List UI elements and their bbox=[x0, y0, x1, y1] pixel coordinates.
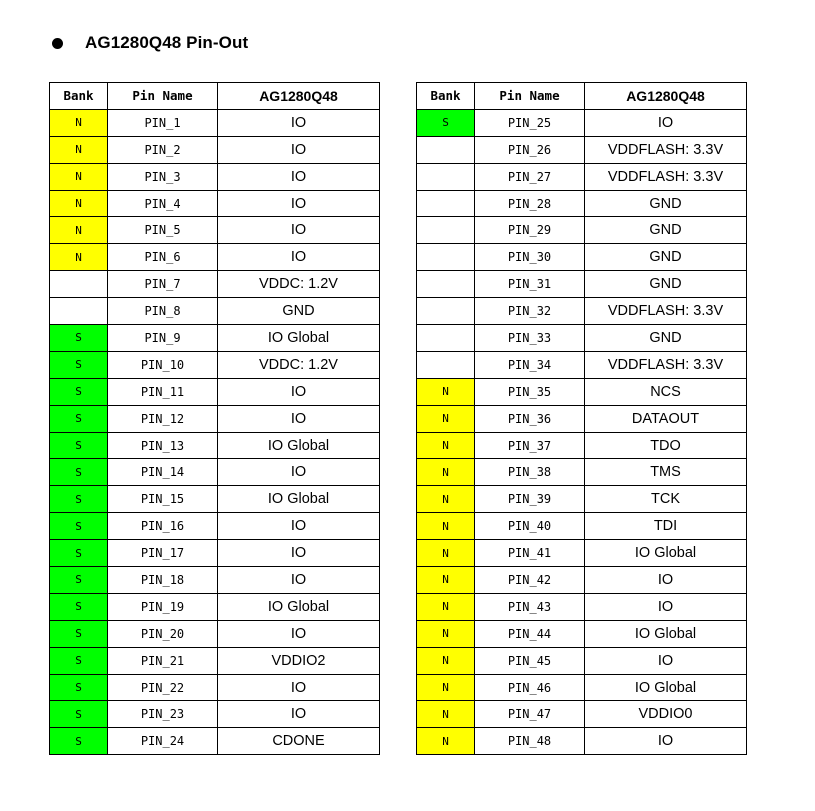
table-header-row bbox=[417, 83, 747, 110]
pin-name-cell: PIN_28 bbox=[475, 190, 585, 217]
table-row bbox=[417, 540, 747, 567]
table-row bbox=[50, 432, 380, 459]
pin-name-cell: PIN_33 bbox=[475, 325, 585, 352]
table-row bbox=[417, 351, 747, 378]
pin-function-cell: GND bbox=[218, 298, 380, 325]
pin-name-cell: PIN_2 bbox=[108, 136, 218, 163]
bank-cell: N bbox=[417, 647, 475, 674]
bank-cell: S bbox=[50, 325, 108, 352]
table-row bbox=[50, 459, 380, 486]
pin-name-cell: PIN_3 bbox=[108, 163, 218, 190]
pin-function-cell: IO bbox=[218, 244, 380, 271]
table-row bbox=[417, 593, 747, 620]
table-row bbox=[417, 728, 747, 755]
bank-cell: S bbox=[50, 674, 108, 701]
pin-function-cell: IO bbox=[218, 163, 380, 190]
bank-cell: S bbox=[50, 701, 108, 728]
pin-name-cell: PIN_22 bbox=[108, 674, 218, 701]
pin-function-cell: IO bbox=[218, 567, 380, 594]
pin-name-cell: PIN_9 bbox=[108, 325, 218, 352]
pin-function-cell: IO bbox=[218, 513, 380, 540]
table-row bbox=[50, 378, 380, 405]
table-header-row bbox=[50, 83, 380, 110]
pin-function-cell: NCS bbox=[585, 378, 747, 405]
page-title: AG1280Q48 Pin-Out bbox=[85, 33, 249, 52]
bank-cell: N bbox=[417, 486, 475, 513]
pin-name-cell: PIN_8 bbox=[108, 298, 218, 325]
pin-name-cell: PIN_48 bbox=[475, 728, 585, 755]
bank-cell: N bbox=[417, 432, 475, 459]
pin-function-cell: IO Global bbox=[585, 674, 747, 701]
pin-name-cell: PIN_26 bbox=[475, 136, 585, 163]
pin-function-cell: VDDFLASH: 3.3V bbox=[585, 351, 747, 378]
table-row bbox=[417, 513, 747, 540]
pin-name-cell: PIN_6 bbox=[108, 244, 218, 271]
pin-function-cell: IO Global bbox=[585, 540, 747, 567]
table-row bbox=[417, 298, 747, 325]
pin-function-cell: IO Global bbox=[218, 432, 380, 459]
pin-name-cell: PIN_41 bbox=[475, 540, 585, 567]
device-column-header: AG1280Q48 bbox=[218, 83, 380, 110]
pin-name-cell: PIN_36 bbox=[475, 405, 585, 432]
pin-name-cell: PIN_23 bbox=[108, 701, 218, 728]
table-row bbox=[50, 513, 380, 540]
table-row bbox=[50, 136, 380, 163]
table-row bbox=[50, 190, 380, 217]
bank-cell: S bbox=[50, 593, 108, 620]
bank-cell: N bbox=[417, 567, 475, 594]
table-row bbox=[417, 109, 747, 136]
pin-name-cell: PIN_12 bbox=[108, 405, 218, 432]
pin-name-cell: PIN_45 bbox=[475, 647, 585, 674]
table-row bbox=[417, 217, 747, 244]
pin-function-cell: IO bbox=[218, 378, 380, 405]
bank-cell: N bbox=[417, 405, 475, 432]
bank-cell: S bbox=[417, 109, 475, 136]
table-row bbox=[417, 486, 747, 513]
bank-cell: N bbox=[417, 459, 475, 486]
pin-name-cell: PIN_37 bbox=[475, 432, 585, 459]
pin-name-cell: PIN_30 bbox=[475, 244, 585, 271]
pin-name-cell: PIN_35 bbox=[475, 378, 585, 405]
pin-name-cell: PIN_21 bbox=[108, 647, 218, 674]
pinout-table-left bbox=[49, 82, 380, 755]
pin-name-cell: PIN_34 bbox=[475, 351, 585, 378]
bank-cell: N bbox=[50, 190, 108, 217]
table-row bbox=[50, 674, 380, 701]
pin-function-cell: GND bbox=[585, 271, 747, 298]
bank-cell: S bbox=[50, 459, 108, 486]
pin-name-cell: PIN_10 bbox=[108, 351, 218, 378]
table-row bbox=[50, 701, 380, 728]
table-row bbox=[50, 540, 380, 567]
table-row bbox=[417, 432, 747, 459]
pin-function-cell: VDDFLASH: 3.3V bbox=[585, 163, 747, 190]
bank-cell: N bbox=[417, 620, 475, 647]
table-row bbox=[50, 620, 380, 647]
pin-function-cell: IO bbox=[218, 405, 380, 432]
table-row bbox=[50, 217, 380, 244]
bank-cell bbox=[50, 271, 108, 298]
table-row bbox=[50, 351, 380, 378]
bank-cell: N bbox=[50, 217, 108, 244]
bank-cell bbox=[50, 298, 108, 325]
table-row bbox=[417, 567, 747, 594]
table-row bbox=[417, 190, 747, 217]
pin-function-cell: IO bbox=[218, 217, 380, 244]
pin-function-cell: TCK bbox=[585, 486, 747, 513]
pin-function-cell: IO bbox=[218, 109, 380, 136]
pin-name-cell: PIN_14 bbox=[108, 459, 218, 486]
bank-cell: N bbox=[417, 728, 475, 755]
table-row bbox=[50, 728, 380, 755]
pin-function-cell: VDDFLASH: 3.3V bbox=[585, 298, 747, 325]
bank-cell bbox=[417, 271, 475, 298]
table-row bbox=[417, 325, 747, 352]
table-row bbox=[50, 647, 380, 674]
pin-function-cell: IO bbox=[585, 593, 747, 620]
table-row bbox=[50, 244, 380, 271]
table-row bbox=[50, 298, 380, 325]
pin-name-cell: PIN_32 bbox=[475, 298, 585, 325]
table-row bbox=[417, 271, 747, 298]
pin-name-cell: PIN_40 bbox=[475, 513, 585, 540]
bank-cell: N bbox=[417, 593, 475, 620]
pin-name-cell: PIN_46 bbox=[475, 674, 585, 701]
bank-cell bbox=[417, 325, 475, 352]
pin-function-cell: IO bbox=[585, 567, 747, 594]
bank-cell: N bbox=[417, 674, 475, 701]
pin-function-cell: IO bbox=[585, 109, 747, 136]
device-column-header: AG1280Q48 bbox=[585, 83, 747, 110]
pin-name-cell: PIN_42 bbox=[475, 567, 585, 594]
table-row bbox=[417, 647, 747, 674]
bank-column-header: Bank bbox=[50, 83, 108, 110]
pin-name-cell: PIN_13 bbox=[108, 432, 218, 459]
bank-cell: S bbox=[50, 405, 108, 432]
pin-name-cell: PIN_38 bbox=[475, 459, 585, 486]
table-row bbox=[50, 163, 380, 190]
bank-cell: N bbox=[417, 540, 475, 567]
pin-function-cell: GND bbox=[585, 325, 747, 352]
pin-name-cell: PIN_24 bbox=[108, 728, 218, 755]
bank-cell: S bbox=[50, 728, 108, 755]
pin-function-cell: GND bbox=[585, 217, 747, 244]
table-row bbox=[417, 405, 747, 432]
bank-cell: S bbox=[50, 567, 108, 594]
pin-name-cell: PIN_4 bbox=[108, 190, 218, 217]
bank-cell: N bbox=[50, 109, 108, 136]
table-row bbox=[417, 378, 747, 405]
pin-function-cell: VDDIO2 bbox=[218, 647, 380, 674]
bank-cell bbox=[417, 351, 475, 378]
bank-cell: S bbox=[50, 647, 108, 674]
bank-cell: N bbox=[50, 163, 108, 190]
pin-function-cell: TMS bbox=[585, 459, 747, 486]
bank-cell bbox=[417, 298, 475, 325]
table-row bbox=[50, 567, 380, 594]
pin-function-cell: IO bbox=[218, 620, 380, 647]
document-heading bbox=[52, 30, 248, 56]
pin-name-cell: PIN_43 bbox=[475, 593, 585, 620]
pin-function-cell: TDI bbox=[585, 513, 747, 540]
bank-cell bbox=[417, 136, 475, 163]
bank-cell: N bbox=[417, 701, 475, 728]
pin-function-cell: IO bbox=[218, 136, 380, 163]
bank-cell bbox=[417, 244, 475, 271]
table-row bbox=[417, 674, 747, 701]
bank-cell: N bbox=[417, 513, 475, 540]
table-row bbox=[417, 244, 747, 271]
table-row bbox=[50, 405, 380, 432]
pin-function-cell: GND bbox=[585, 190, 747, 217]
pin-function-cell: IO Global bbox=[218, 486, 380, 513]
bank-cell: S bbox=[50, 513, 108, 540]
bank-cell: S bbox=[50, 351, 108, 378]
pin-function-cell: IO bbox=[218, 540, 380, 567]
table-row bbox=[417, 459, 747, 486]
pin-function-cell: VDDFLASH: 3.3V bbox=[585, 136, 747, 163]
pin-function-cell: VDDC: 1.2V bbox=[218, 271, 380, 298]
pin-name-cell: PIN_20 bbox=[108, 620, 218, 647]
pin-name-cell: PIN_25 bbox=[475, 109, 585, 136]
table-row bbox=[50, 593, 380, 620]
table-row bbox=[50, 486, 380, 513]
bank-cell: N bbox=[50, 244, 108, 271]
pin-name-cell: PIN_31 bbox=[475, 271, 585, 298]
pin-function-cell: DATAOUT bbox=[585, 405, 747, 432]
pin-name-cell: PIN_47 bbox=[475, 701, 585, 728]
table-row bbox=[417, 136, 747, 163]
bank-cell: S bbox=[50, 620, 108, 647]
bullet-icon bbox=[52, 38, 63, 49]
pin-name-cell: PIN_11 bbox=[108, 378, 218, 405]
pin-name-cell: PIN_17 bbox=[108, 540, 218, 567]
pin-function-cell: IO bbox=[585, 647, 747, 674]
pin-function-cell: IO Global bbox=[585, 620, 747, 647]
pin-name-cell: PIN_18 bbox=[108, 567, 218, 594]
table-row bbox=[417, 620, 747, 647]
pin-function-cell: IO bbox=[218, 701, 380, 728]
pin-function-cell: IO bbox=[218, 459, 380, 486]
table-row bbox=[417, 701, 747, 728]
table-row bbox=[417, 163, 747, 190]
pin-name-column-header: Pin Name bbox=[108, 83, 218, 110]
pin-name-cell: PIN_1 bbox=[108, 109, 218, 136]
pin-function-cell: IO Global bbox=[218, 593, 380, 620]
bank-cell bbox=[417, 163, 475, 190]
pin-name-cell: PIN_19 bbox=[108, 593, 218, 620]
pin-name-cell: PIN_7 bbox=[108, 271, 218, 298]
bank-cell bbox=[417, 217, 475, 244]
bank-cell: S bbox=[50, 486, 108, 513]
pin-function-cell: GND bbox=[585, 244, 747, 271]
bank-cell: S bbox=[50, 378, 108, 405]
pin-function-cell: IO Global bbox=[218, 325, 380, 352]
bank-cell: N bbox=[50, 136, 108, 163]
bank-cell: N bbox=[417, 378, 475, 405]
pin-function-cell: TDO bbox=[585, 432, 747, 459]
bank-cell: S bbox=[50, 432, 108, 459]
table-row bbox=[50, 109, 380, 136]
pin-function-cell: IO bbox=[218, 674, 380, 701]
pinout-table-right bbox=[416, 82, 747, 755]
pin-name-cell: PIN_15 bbox=[108, 486, 218, 513]
pin-function-cell: IO bbox=[585, 728, 747, 755]
pin-name-cell: PIN_16 bbox=[108, 513, 218, 540]
pin-name-cell: PIN_5 bbox=[108, 217, 218, 244]
bank-cell bbox=[417, 190, 475, 217]
pin-name-cell: PIN_44 bbox=[475, 620, 585, 647]
bank-column-header: Bank bbox=[417, 83, 475, 110]
table-row bbox=[50, 325, 380, 352]
pin-function-cell: VDDC: 1.2V bbox=[218, 351, 380, 378]
table-row bbox=[50, 271, 380, 298]
pin-function-cell: CDONE bbox=[218, 728, 380, 755]
pin-name-cell: PIN_29 bbox=[475, 217, 585, 244]
pin-name-cell: PIN_39 bbox=[475, 486, 585, 513]
pin-function-cell: VDDIO0 bbox=[585, 701, 747, 728]
bank-cell: S bbox=[50, 540, 108, 567]
pin-name-cell: PIN_27 bbox=[475, 163, 585, 190]
pin-function-cell: IO bbox=[218, 190, 380, 217]
pin-name-column-header: Pin Name bbox=[475, 83, 585, 110]
